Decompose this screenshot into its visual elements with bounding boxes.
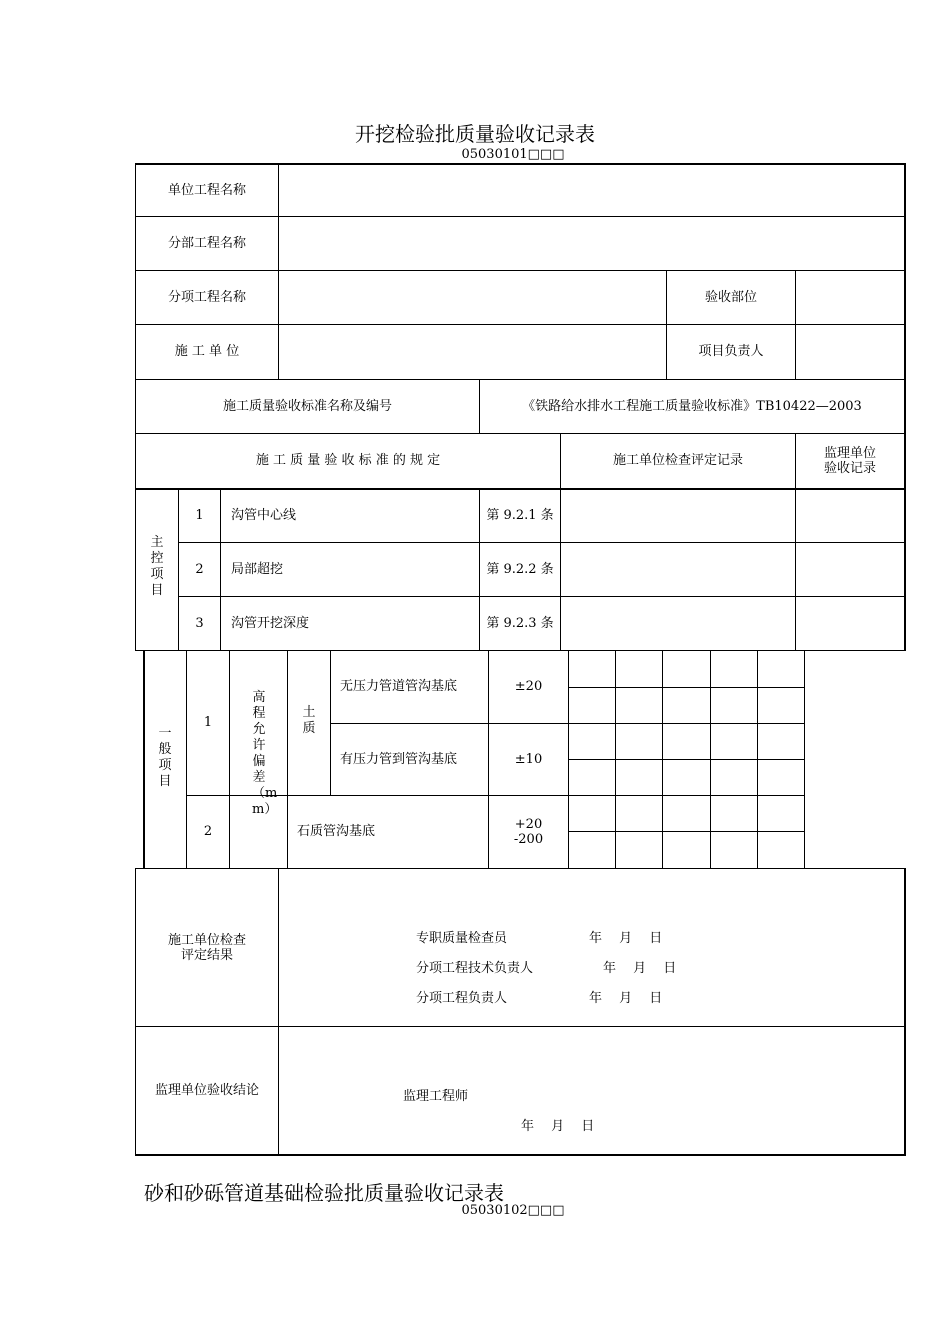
table-border-right (904, 163, 906, 651)
general-row-name: 有压力管到管沟基底 (340, 751, 458, 767)
construction-unit-label: 施 工 单 位 (174, 344, 240, 359)
table-border-left (143, 650, 145, 869)
form2-code: 05030102□□□ (461, 1203, 565, 1218)
supervision-header (796, 434, 904, 488)
supervision-engineer-label: 监理工程师 (403, 1089, 469, 1104)
main-item-no: 2 (195, 561, 204, 577)
inspector-label: 专职质量检查员 (416, 931, 508, 946)
table-col (278, 163, 279, 379)
elevation-tolerance-label: 高程允许偏差（mm） (252, 690, 278, 817)
main-item-clause: 第 9.2.3 条 (486, 615, 554, 631)
main-item-clause: 第 9.2.2 条 (486, 561, 554, 577)
sub-leader-label: 分项工程负责人 (416, 991, 508, 1006)
table-col (278, 868, 279, 1156)
acceptance-part-label: 验收部位 (704, 289, 757, 305)
standard-name-value: 《铁路给水排水工程施工质量验收标准》TB10422—2003 (522, 398, 862, 414)
general-item-no: 1 (203, 715, 213, 730)
spec-header: 施 工 质 量 验 收 标 准 的 规 定 (255, 453, 441, 468)
general-row-tolerance: ±10 (514, 751, 543, 767)
project-leader-label: 项目负责人 (698, 344, 764, 359)
general-row-tolerance: ±20 (514, 679, 543, 694)
general-row-name: 石质管沟基底 (297, 824, 376, 839)
table-col (287, 650, 288, 869)
table-border-bottom (135, 1154, 906, 1156)
main-item-name: 沟管中心线 (231, 508, 297, 523)
conclusion-label: 监理单位验收结论 (154, 1082, 259, 1098)
inspector-date: 年 月 日 (589, 931, 663, 946)
check-record-header: 施工单位检查评定记录 (612, 453, 743, 468)
unit-project-name-label: 单位工程名称 (167, 182, 246, 198)
form-code: 05030101□□□ (461, 147, 565, 162)
general-label: 一般项目 (158, 726, 172, 789)
main-control-label: 主控项目 (150, 535, 164, 598)
sub-leader-date: 年 月 日 (589, 991, 663, 1006)
table-border-right (904, 868, 906, 1156)
main-item-no: 3 (195, 615, 204, 631)
supervision-header-line1: 监理单位 (823, 446, 876, 461)
main-item-no: 1 (195, 508, 204, 523)
tech-leader-label: 分项工程技术负责人 (416, 961, 534, 976)
table-col (795, 270, 796, 379)
sub-item-project-name-label: 分项工程名称 (167, 289, 246, 305)
general-item-no: 2 (203, 824, 213, 839)
general-row-name: 无压力管道管沟基底 (340, 679, 458, 694)
tolerance-lower: -200 (513, 832, 544, 847)
tech-leader-date: 年 月 日 (603, 961, 677, 976)
result-label-line1: 施工单位检查 (167, 932, 246, 948)
table-rule (568, 759, 805, 760)
supervision-header-line2: 验收记录 (823, 461, 876, 476)
tolerance-upper: +20 (514, 817, 543, 832)
table-rule (568, 831, 805, 832)
main-item-name: 沟管开挖深度 (231, 615, 310, 631)
form2-title: 砂和砂砾管道基础检验批质量验收记录表 (144, 1181, 504, 1205)
main-item-name: 局部超挖 (231, 561, 284, 577)
table-rule (568, 687, 805, 688)
general-row-tolerance (489, 796, 568, 868)
result-label (136, 869, 278, 1026)
table-col (220, 488, 221, 651)
result-label-line2: 评定结果 (180, 947, 233, 963)
main-item-clause: 第 9.2.1 条 (486, 508, 554, 523)
form-title: 开挖检验批质量验收记录表 (355, 122, 595, 146)
division-project-name-label: 分部工程名称 (167, 235, 246, 251)
supervision-date: 年 月 日 (521, 1119, 595, 1134)
soil-label: 土质 (302, 705, 316, 736)
standard-name-label: 施工质量验收标准名称及编号 (222, 398, 392, 414)
table-col (229, 650, 230, 869)
